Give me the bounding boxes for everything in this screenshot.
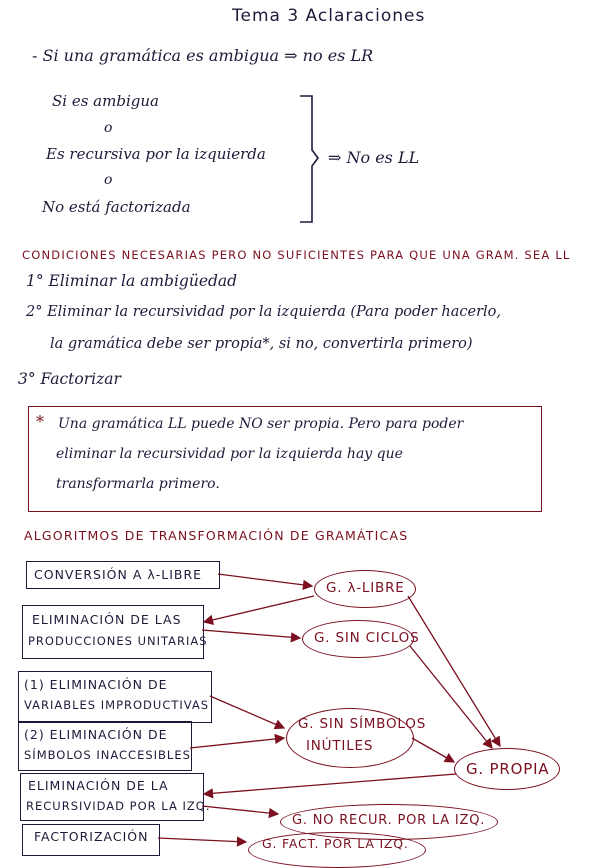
condition-ambiguous: Si es ambigua <box>52 92 159 110</box>
conditions-heading: CONDICIONES NECESARIAS PERO NO SUFICIENTES PARA QUE UNA GRAM. SEA LL <box>22 248 571 262</box>
note-line-1: Una gramática LL puede NO ser propia. Pero para poder <box>58 416 464 432</box>
condition-left-recursive: Es recursiva por la izquierda <box>46 145 266 163</box>
step-3: 3° Factorizar <box>18 370 121 388</box>
arrow-unitarias-to-nocycles <box>202 630 300 638</box>
ambiguity-note: - Si una gramática es ambigua ⇒ no es LR <box>32 46 374 65</box>
algo-recursividad-line1: ELIMINACIÓN DE LA <box>28 778 169 793</box>
arrow-lambda-to-lambdafree <box>218 574 312 586</box>
algo-inaccesibles-line1: (2) ELIMINACIÓN DE <box>24 727 168 742</box>
condition-not-factored: No está factorizada <box>42 198 191 216</box>
page-title: Tema 3 Aclaraciones <box>232 6 426 26</box>
step-2-cont: la gramática debe ser propia*, si no, convertirla primero) <box>50 336 473 352</box>
arrow-nouseless-to-proper <box>412 738 454 762</box>
result-no-left-rec-label: G. NO RECUR. POR LA IZQ. <box>292 813 486 828</box>
algo-inaccesibles-line2: SÍMBOLOS INACCESIBLES <box>24 748 191 762</box>
arrow-improductivas-to-nouseless <box>210 696 284 728</box>
note-line-3: transformarla primero. <box>56 476 220 492</box>
algo-improductivas-line2: VARIABLES IMPRODUCTIVAS <box>24 698 210 712</box>
arrow-inaccesibles-to-nouseless <box>190 738 284 748</box>
result-factored-label: G. FACT. POR LA IZQ. <box>262 836 409 851</box>
note-marker: * <box>36 412 44 431</box>
algorithms-heading: ALGORITMOS DE TRANSFORMACIÓN DE GRAMÁTICAS <box>24 528 409 543</box>
note-line-2: eliminar la recursividad por la izquierda hay que <box>56 446 403 462</box>
condition-or-1: o <box>104 120 113 136</box>
arrow-nocycles-to-proper <box>410 646 492 748</box>
arrow-proper-to-recursividad <box>204 774 456 794</box>
algo-unitarias-line1: ELIMINACIÓN DE LAS <box>32 612 182 627</box>
result-proper-label: G. PROPIA <box>466 760 550 778</box>
algo-recursividad-line2: RECURSIVIDAD POR LA IZQ. <box>26 799 211 813</box>
condition-or-2: o <box>104 172 113 188</box>
result-lambda-free-label: G. λ-LIBRE <box>326 580 405 596</box>
arrow-factorizacion-to-factored <box>158 838 246 842</box>
arrow-lambdafree-to-unitarias <box>204 596 314 622</box>
bracket-result: ⇒ No es LL <box>328 148 420 167</box>
result-no-useless-line2: INÚTILES <box>306 738 374 754</box>
arrow-recursividad-to-noleftrec <box>202 806 278 814</box>
step-2: 2° Eliminar la recursividad por la izquierda (Para poder hacerlo, <box>26 304 502 320</box>
algo-unitarias-line2: PRODUCCIONES UNITARIAS <box>28 634 208 648</box>
result-no-useless-line1: G. SIN SÍMBOLOS <box>298 716 427 732</box>
algo-factorizacion-label: FACTORIZACIÓN <box>34 829 149 844</box>
step-1: 1° Eliminar la ambigüedad <box>26 272 238 290</box>
algo-lambda-label: CONVERSIÓN A λ-LIBRE <box>34 567 203 582</box>
algo-improductivas-line1: (1) ELIMINACIÓN DE <box>24 677 168 692</box>
result-no-cycles-label: G. SIN CICLOS <box>314 630 420 646</box>
